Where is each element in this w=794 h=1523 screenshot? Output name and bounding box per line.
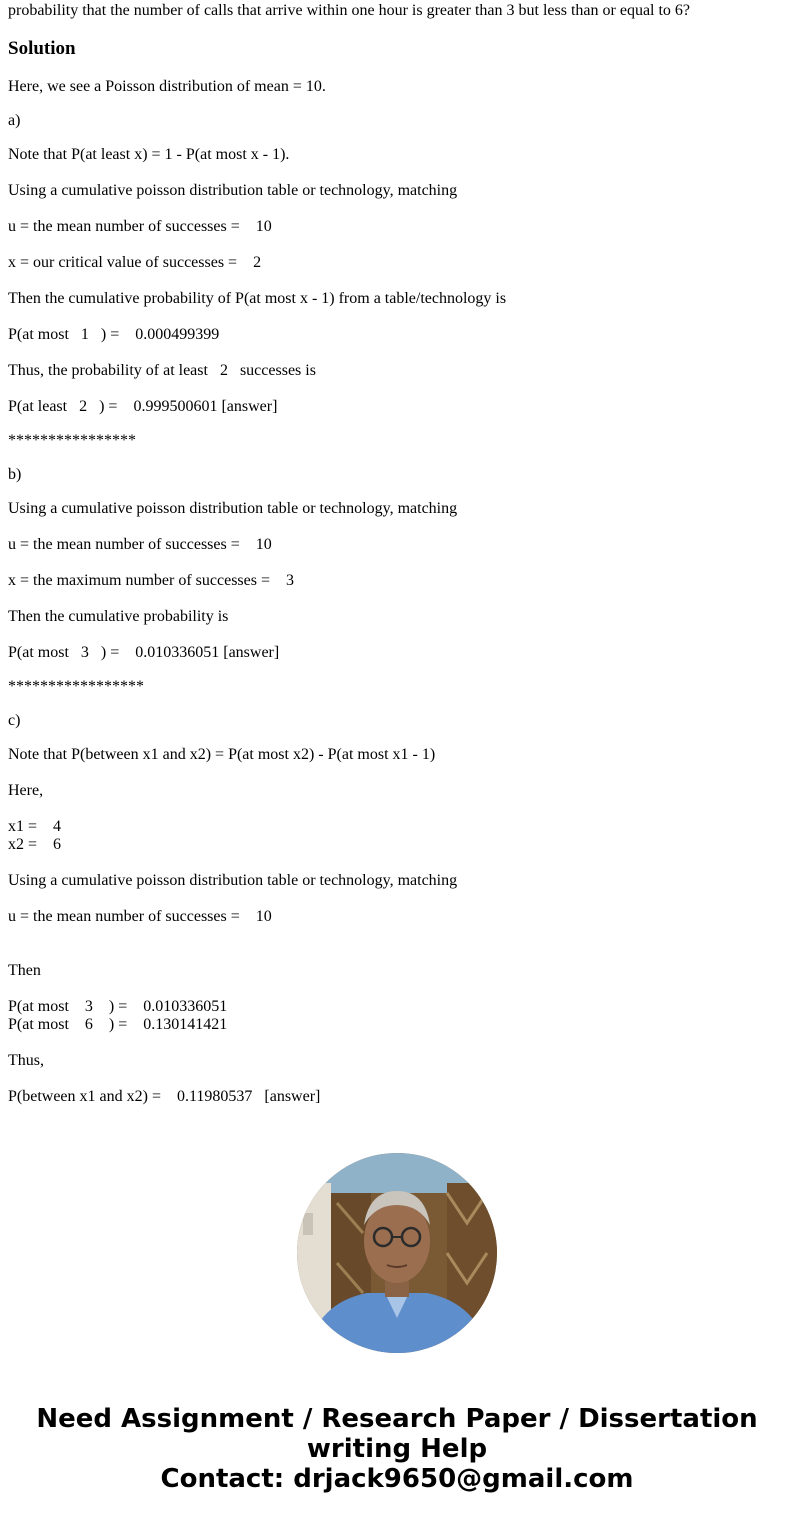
part-c-answer: P(between x1 and x2) = 0.11980537 [answer] <box>8 1088 321 1105</box>
part-a-x: x = our critical value of successes = 2 <box>8 254 262 271</box>
author-photo <box>297 1153 497 1353</box>
part-c-label: c) <box>8 712 21 729</box>
part-a-label: a) <box>8 112 21 129</box>
part-b-separator: ***************** <box>8 678 144 695</box>
part-b-x: x = the maximum number of successes = 3 <box>8 572 294 589</box>
part-c-x2: x2 = 6 <box>8 836 62 853</box>
part-c-cumulative-6: P(at most 6 ) = 0.130141421 <box>8 1016 228 1033</box>
part-b-answer: P(at most 3 ) = 0.010336051 [answer] <box>8 644 280 661</box>
part-a-then: Then the cumulative probability of P(at most x - 1) from a table/technology is <box>8 290 507 307</box>
promo-contact: Contact: drjack9650@gmail.com <box>160 1464 634 1494</box>
part-c-mean: u = the mean number of successes = 10 <box>8 908 272 925</box>
part-b-then: Then the cumulative probability is <box>8 608 229 625</box>
part-c-thus: Thus, <box>8 1052 44 1069</box>
promo-line-2: writing Help <box>306 1434 488 1464</box>
part-a-separator: **************** <box>8 432 136 449</box>
part-b-label: b) <box>8 466 22 483</box>
part-a-cumulative: P(at most 1 ) = 0.000499399 <box>8 326 220 343</box>
part-b-mean: u = the mean number of successes = 10 <box>8 536 272 553</box>
problem-tail: probability that the number of calls that arrive within one hour is greater than 3 but less than or equal to 6? <box>8 2 691 19</box>
part-c-here: Here, <box>8 782 44 799</box>
part-b-using: Using a cumulative poisson distribution table or technology, matching <box>8 500 458 517</box>
part-a-answer: P(at least 2 ) = 0.999500601 [answer] <box>8 398 278 415</box>
part-a-note: Note that P(at least x) = 1 - P(at most x - 1). <box>8 146 290 163</box>
part-a-mean: u = the mean number of successes = 10 <box>8 218 272 235</box>
solution-heading: Solution <box>8 38 76 59</box>
part-a-thus: Thus, the probability of at least 2 successes is <box>8 362 316 379</box>
author-photo-graphic <box>297 1153 497 1353</box>
promo-line-1: Need Assignment / Research Paper / Dissertation <box>36 1404 758 1434</box>
part-c-then: Then <box>8 962 41 979</box>
intro-text: Here, we see a Poisson distribution of mean = 10. <box>8 78 326 95</box>
part-c-note: Note that P(between x1 and x2) = P(at most x2) - P(at most x1 - 1) <box>8 746 436 763</box>
part-c-x1: x1 = 4 <box>8 818 62 835</box>
part-c-using: Using a cumulative poisson distribution table or technology, matching <box>8 872 458 889</box>
part-c-cumulative-3: P(at most 3 ) = 0.010336051 <box>8 998 228 1015</box>
part-a-using: Using a cumulative poisson distribution table or technology, matching <box>8 182 458 199</box>
